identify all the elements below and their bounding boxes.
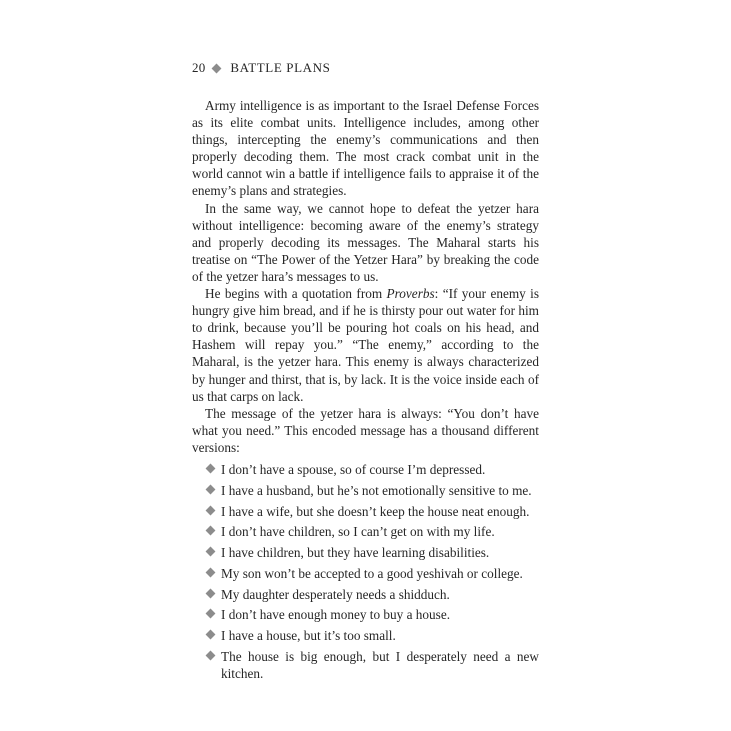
diamond-bullet-icon [206, 547, 216, 557]
list-item: My son won’t be accepted to a good yeshivah or college. [206, 565, 539, 582]
diamond-icon [212, 63, 222, 73]
paragraph: In the same way, we cannot hope to defeat the yetzer hara without intelligence: becoming aware of the enemy’s strategy and properly decoding its messages. The Maharal starts his treatise on “The Power of the Yetzer Hara” by breaking the code of the yetzer hara’s messages to us. [192, 200, 539, 284]
page-number: 20 [192, 60, 206, 75]
versions-list [192, 461, 539, 682]
diamond-bullet-icon [206, 609, 216, 619]
paragraph: Army intelligence is as important to the Israel Defense Forces as its elite combat units. Intelligence includes, among other things, intercepting the enemy’s communications and then properly decoding them. The most crack combat unit in the world cannot win a battle if intelligence fails to appraise it of the enemy’s plans and strategies. [192, 98, 539, 199]
list-item: I have a husband, but he’s not emotionally sensitive to me. [206, 482, 539, 499]
paragraph: The message of the yetzer hara is always: “You don’t have what you need.” This encoded message has a thousand different versions: [192, 405, 539, 455]
list-item: I don’t have a spouse, so of course I’m depressed. [206, 461, 539, 478]
body-text [192, 97, 539, 456]
list-item: I don’t have children, so I can’t get on with my life. [206, 523, 539, 540]
diamond-bullet-icon [206, 484, 216, 494]
list-item: I have children, but they have learning disabilities. [206, 544, 539, 561]
list-item: I have a wife, but she doesn’t keep the house neat enough. [206, 503, 539, 520]
diamond-bullet-icon [206, 464, 216, 474]
diamond-bullet-icon [206, 567, 216, 577]
diamond-bullet-icon [206, 651, 216, 661]
diamond-bullet-icon [206, 505, 216, 515]
paragraph: He begins with a quotation from Proverbs: “If your enemy is hungry give him bread, and if he is thirsty pour out water for him to drink, because you’ll be pouring hot coals on his head, and Hashem will repay you.” “The enemy,” according to the Maharal, is the yetzer hara. This enemy is always characterized by hunger and thirst, that is, by lack. It is the voice inside each of us that carps on lack. [192, 286, 539, 404]
running-head [192, 58, 539, 78]
diamond-bullet-icon [206, 526, 216, 536]
diamond-bullet-icon [206, 588, 216, 598]
list-item: My daughter desperately needs a shidduch. [206, 586, 539, 603]
book-title-emphasis: Proverbs [386, 286, 435, 302]
book-page [192, 58, 539, 686]
list-item: I don’t have enough money to buy a house. [206, 606, 539, 623]
diamond-bullet-icon [206, 630, 216, 640]
running-head-title: BATTLE PLANS [230, 60, 331, 75]
list-item: I have a house, but it’s too small. [206, 627, 539, 644]
list-item: The house is big enough, but I desperately need a new kitchen. [206, 648, 539, 682]
